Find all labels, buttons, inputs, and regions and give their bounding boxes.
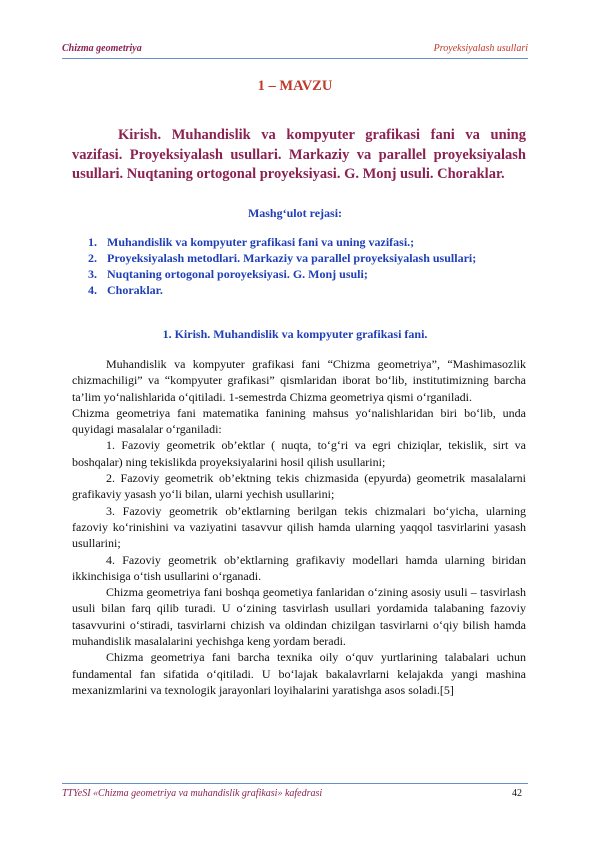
page-footer (62, 788, 528, 804)
plan-item (80, 282, 524, 298)
plan-item (80, 234, 524, 250)
plan-list (80, 234, 524, 298)
lesson-topic: Kirish. Muhandislik va kompyuter grafikasi fani va uning vazifasi. Proyeksiyalash usullari. Markaziy va parallel proyeksiyalash usullari. Nuqtaning ortogonal proyeksiyasi. G. Monj usuli. Choraklar. (72, 127, 526, 182)
plan-item-number: 3. (88, 267, 97, 281)
plan-item (80, 266, 524, 282)
body-paragraph: Chizma geometriya fani barcha texnika oily o‘quv yurtlarining talabalari uchun fundamental fan sifatida o‘qitiladi. U bo‘lajak bakalavrlarni kelajakda yangi mashina mexanizmlarini va texnologik jarayonlari loyihalarini yaratishga asos soladi.[5] (72, 650, 526, 697)
plan-item-text: Choraklar. (107, 283, 163, 297)
plan-item-text: Nuqtaning ortogonal poroyeksiyasi. G. Monj usuli; (107, 267, 368, 281)
page-number: 42 (512, 788, 522, 799)
lesson-title: 1 – MAVZU (257, 78, 333, 94)
section-heading: 1. Kirish. Muhandislik va kompyuter grafikasi fani. (162, 327, 428, 341)
body-paragraph: Muhandislik va kompyuter grafikasi fani “Chizma geometriya”, “Mashimasozlik chizmachiligi” va “kompyuter grafikasi” qismlaridan iborat bo‘lib, institutimizning barcha ta’lim yo‘nalishlarida o‘qitiladi. 1-semestrda Chizma geometriya qismi o‘rganiladi. (72, 357, 526, 404)
plan-item-text: Proyeksiyalash metodlari. Markaziy va parallel proyeksiyalash usullari; (107, 251, 477, 265)
body-paragraph: Chizma geometriya fani matematika fanining mahsus yo‘nalishlaridan biri bo‘lib, unda quyidagi masalalar o‘rganiladi: (72, 405, 526, 437)
body-paragraph: 2. Fazoviy geometrik ob’ektning tekis chizmasida (epyurda) geometrik masalalarni grafikaviy yasash yo‘li bilan, ularni yechish usullarini; (72, 471, 526, 502)
body-paragraph: 1. Fazoviy geometrik ob’ektlar ( nuqta, to‘g‘ri va egri chiziqlar, tekislik, sirt va boshqalar) ning tekislikda proyeksiyalarini hosil qilish usullarini; (72, 438, 526, 469)
plan-item (80, 250, 524, 266)
footer-divider (62, 783, 528, 784)
plan-item-text: Muhandislik va kompyuter grafikasi fani va uning vazifasi.; (107, 235, 415, 249)
body-paragraph: Chizma geometriya fani boshqa geometiya fanlaridan o‘zining asosiy usuli – tasvirlash usuli bilan farq qilib turadi. U o‘zining tasvirlash usullari yordamida talabaning fazoviy tasavvurini o‘stiradi, tasvirlarni chizish va oldindan chizilgan tasvirlarni o‘qiy bilish hamda muhandislik masalalarini yechishga keng yordam beradi. (72, 585, 526, 649)
footer-department: TTYeSI «Chizma geometriya va muhandislik grafikasi» kafedrasi (62, 788, 323, 799)
page-header (62, 43, 528, 59)
plan-item-number: 4. (88, 283, 97, 297)
header-chapter-title: Proyeksiyalash usullari (433, 43, 528, 54)
body-paragraph: 3. Fazoviy geometrik ob’ektlarning berilgan tekis chizmalari bo‘yicha, ularning fazoviy ko‘rinishini va vaziyatini tasavvur qilish hamda ularning yaqqol tasvirlarini yasash usullarini; (72, 503, 526, 551)
header-course-title: Chizma geometriya (62, 43, 142, 54)
section-body (72, 356, 526, 698)
plan-heading: Mashg‘ulot rejasi: (247, 206, 343, 220)
body-paragraph: 4. Fazoviy geometrik ob’ektlarning grafikaviy modellari hamda ularning biridan ikkinchisiga o‘tish usullarini o‘rganadi. (72, 552, 526, 583)
plan-item-number: 2. (88, 251, 97, 265)
header-divider (62, 58, 528, 59)
plan-item-number: 1. (88, 235, 97, 249)
